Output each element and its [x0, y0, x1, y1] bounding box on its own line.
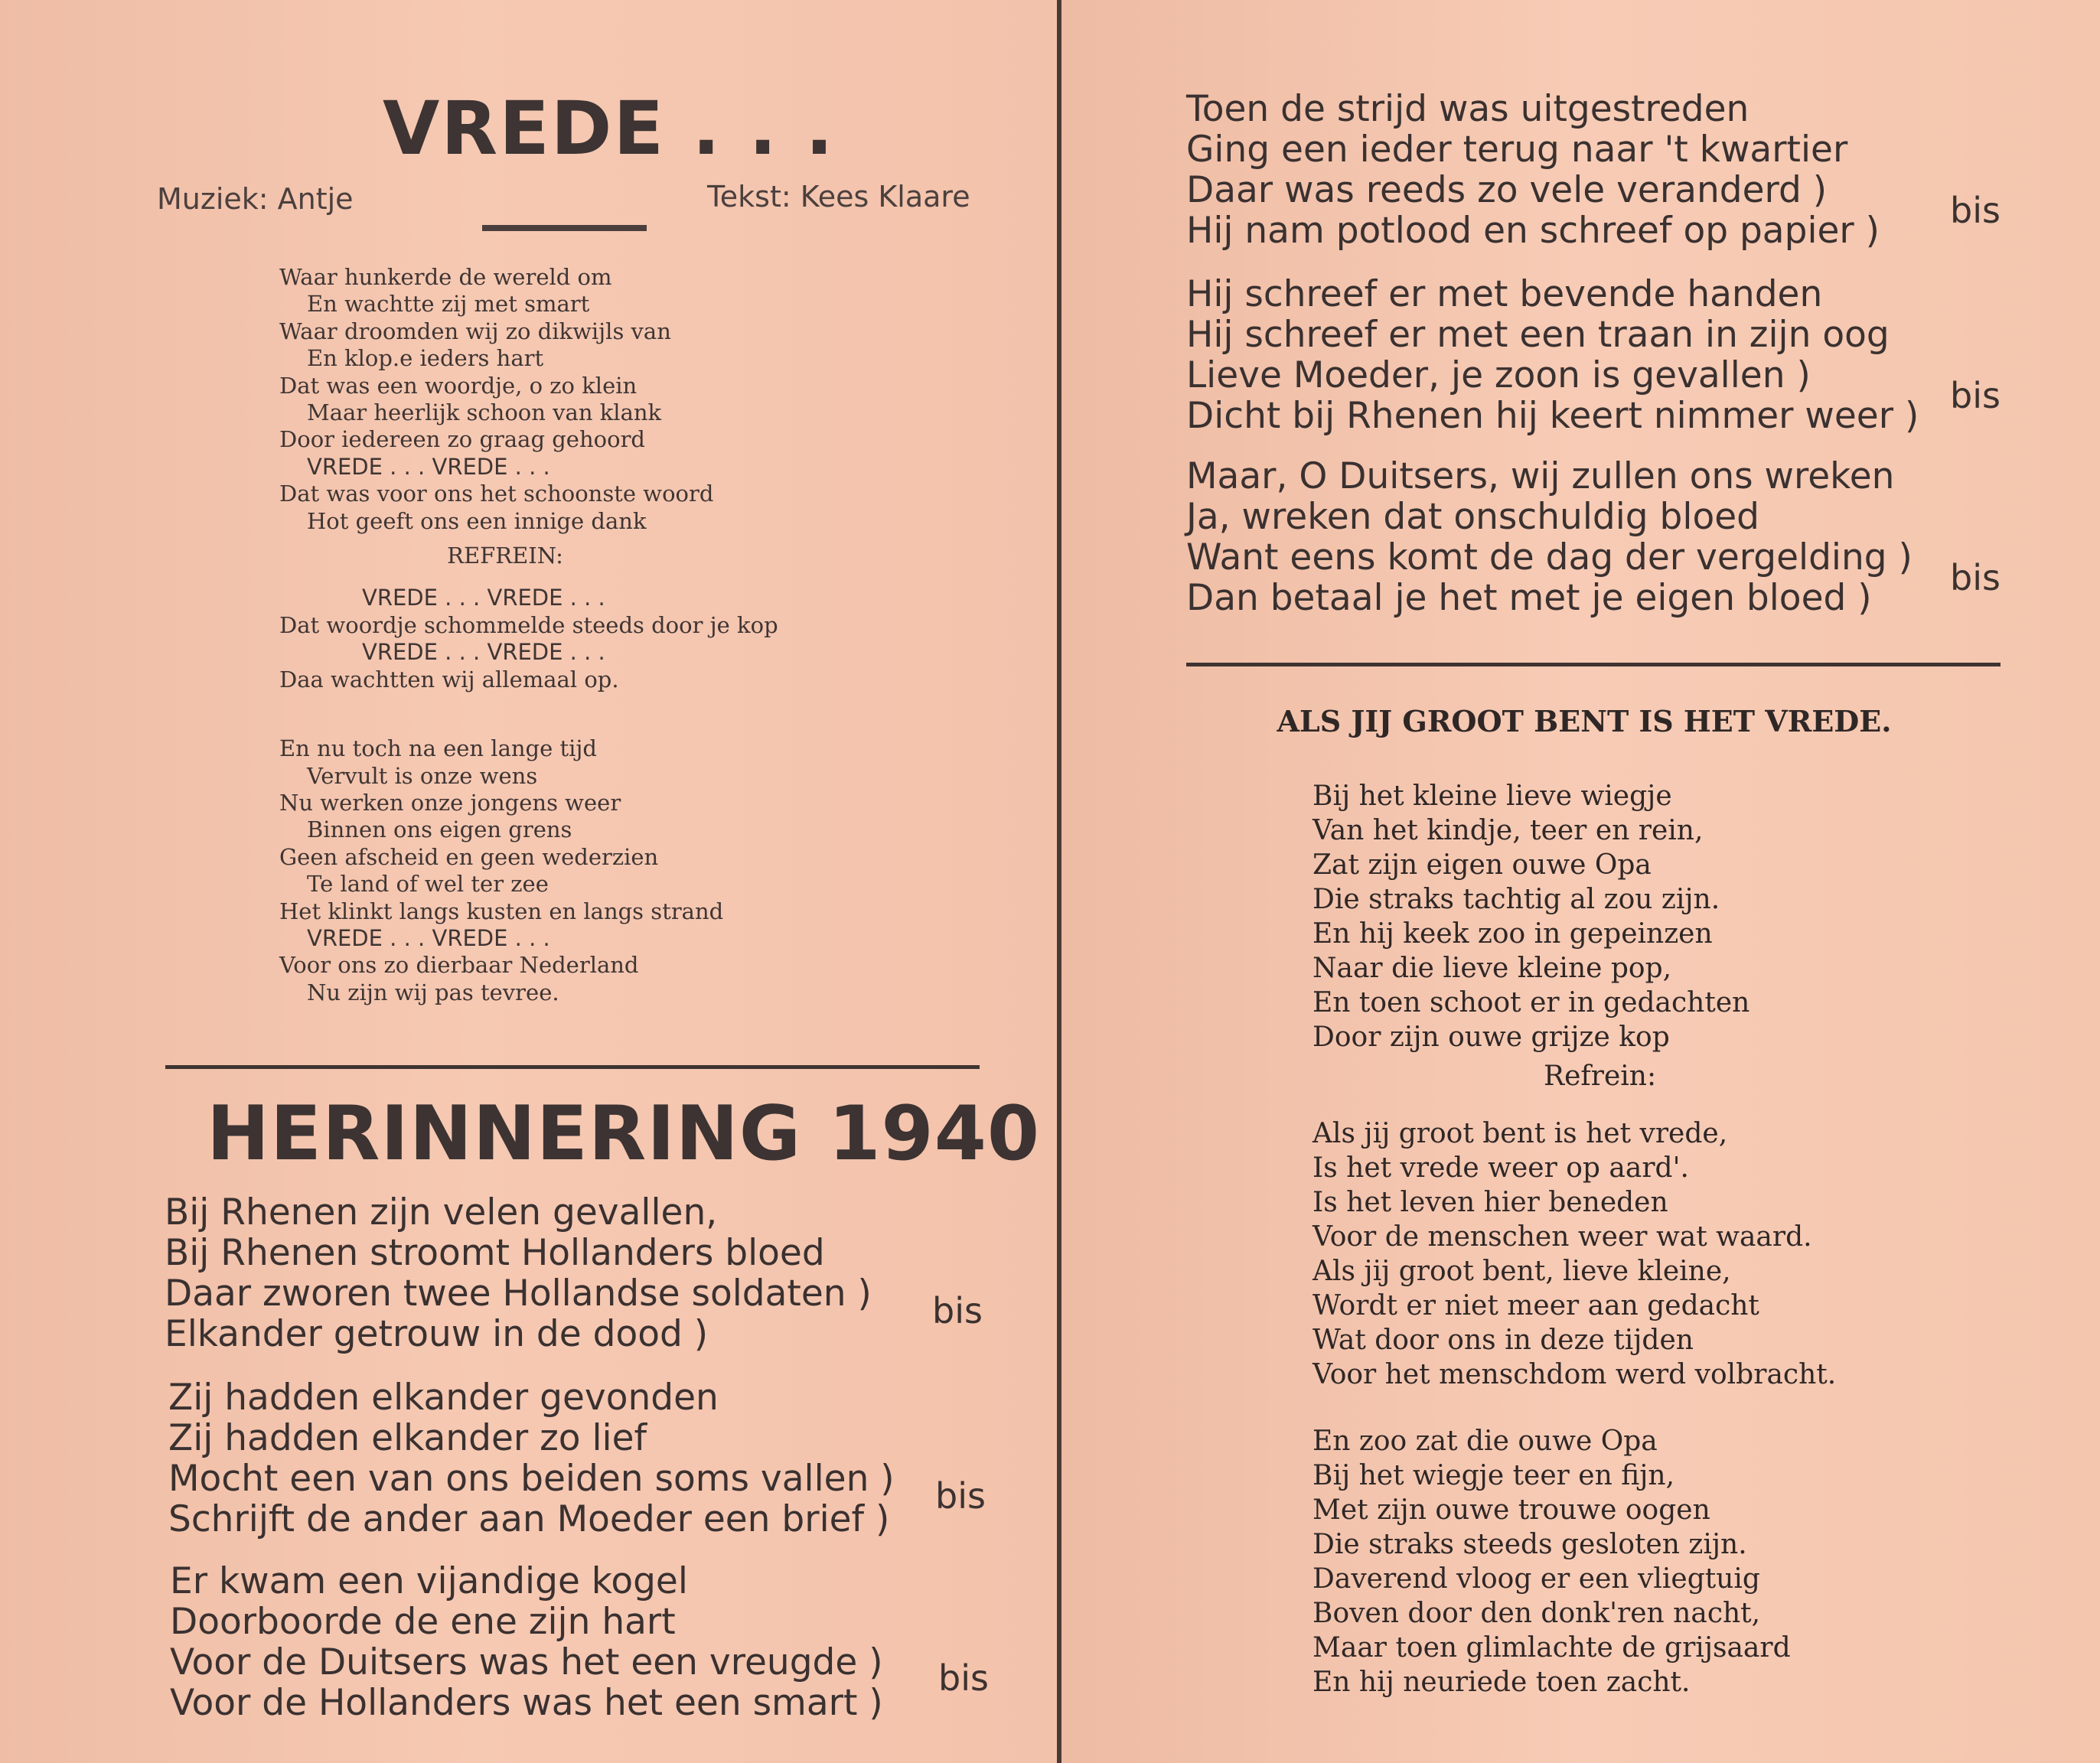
vrede-title: VREDE . . .	[383, 86, 835, 171]
herinnering-title: HERINNERING 1940	[207, 1090, 1041, 1178]
stanza-line: Er kwam een vijandige kogel	[170, 1560, 688, 1602]
booklet-spine	[1057, 0, 1061, 1763]
bis-marker: bis	[938, 1657, 989, 1699]
stanza-line: Hij nam potlood en schreef op papier )	[1186, 210, 1880, 252]
verse-line: Bij het wiegje teer en fijn,	[1312, 1460, 1675, 1491]
stanza-line: Schrijft de ander aan Moeder een brief )	[168, 1498, 890, 1540]
stanza-line: Want eens komt de dag der vergelding )	[1186, 536, 1912, 578]
stanza-line: Maar, O Duitsers, wij zullen ons wreken	[1186, 455, 1895, 497]
refrain-line: Voor de menschen weer wat waard.	[1312, 1221, 1812, 1253]
verse-line: Hot geeft ons een innige dank	[307, 507, 647, 534]
verse-line: Dat was voor ons het schoonste woord	[279, 481, 714, 507]
stanza-line: Hij schreef er met een traan in zijn oog	[1186, 314, 1890, 356]
verse-line: Nu werken onze jongens weer	[279, 789, 621, 816]
stanza-line: Hij schreef er met bevende handen	[1186, 273, 1823, 315]
verse-line: Te land of wel ter zee	[307, 871, 549, 898]
verse-line: Binnen ons eigen grens	[307, 816, 572, 843]
als-lyrics	[1312, 779, 1864, 1699]
stanza-3	[170, 1561, 883, 1723]
verse-line: Maar toen glimlachte de grijsaard	[1312, 1632, 1791, 1664]
stanza-line: Elkander getrouw in de dood )	[165, 1313, 709, 1355]
stanza-line: Mocht een van ons beiden soms vallen )	[168, 1458, 895, 1500]
stanza-1	[165, 1192, 872, 1354]
verse-line: Die straks tachtig al zou zijn.	[1312, 884, 1720, 915]
text-credit: Tekst: Kees Klaare	[707, 180, 970, 213]
refrain-line: Als jij groot bent is het vrede,	[1312, 1118, 1728, 1149]
stanza-line: Lieve Moeder, je zoon is gevallen )	[1186, 354, 1811, 396]
bis-marker: bis	[935, 1475, 986, 1517]
music-credit: Muziek: Antje	[157, 182, 354, 216]
refrain-line: VREDE . . . VREDE . . .	[362, 639, 605, 666]
stanza-line: Doorboorde de ene zijn hart	[170, 1601, 676, 1643]
refrain-line: Wordt er niet meer aan gedacht	[1312, 1290, 1759, 1321]
verse-line: Bij het kleine lieve wiegje	[1312, 780, 1672, 812]
verse-line: Door iedereen zo graag gehoord	[279, 426, 645, 453]
verse-line: En toen schoot er in gedachten	[1312, 987, 1750, 1018]
verse-line: Die straks steeds gesloten zijn.	[1312, 1529, 1747, 1560]
title-underline	[482, 225, 647, 231]
verse-line: Nu zijn wij pas tevree.	[307, 979, 559, 1005]
stanza-line: Toen de strijd was uitgestreden	[1186, 88, 1749, 130]
verse-line: En hij keek zoo in gepeinzen	[1312, 918, 1713, 950]
verse-line: En hij neuriede toen zacht.	[1312, 1667, 1691, 1698]
refrain-line: Is het leven hier beneden	[1312, 1187, 1668, 1218]
verse-line: Naar die lieve kleine pop,	[1312, 953, 1672, 984]
verse-line: Geen afscheid en geen wederzien	[279, 843, 659, 870]
verse-line: En zoo zat die ouwe Opa	[1312, 1426, 1658, 1457]
refrain-line: Daa wachtten wij allemaal op.	[279, 666, 619, 692]
stanza-line: Ging een ieder terug naar 't kwartier	[1186, 129, 1848, 171]
bis-marker: bis	[1950, 375, 2001, 416]
verse-line: Van het kindje, teer en rein,	[1312, 815, 1704, 846]
stanza-line: Bij Rhenen stroomt Hollanders bloed	[165, 1232, 825, 1274]
bis-marker: bis	[1950, 190, 2001, 231]
bis-marker: bis	[1950, 557, 2001, 598]
verse-line: En nu toch na een lange tijd	[279, 735, 597, 762]
vrede-lyrics	[279, 264, 800, 1006]
verse-line: Vervult is onze wens	[307, 762, 538, 789]
refrain-line: Als jij groot bent, lieve kleine,	[1312, 1256, 1731, 1287]
refrain-label: REFREIN:	[447, 543, 563, 569]
verse-line: VREDE . . . VREDE . . .	[307, 924, 550, 951]
stanza-line: Voor de Duitsers was het een vreugde )	[170, 1641, 883, 1683]
verse-line: En klop.e ieders hart	[307, 345, 544, 372]
section-divider	[165, 1065, 980, 1069]
stanza-line: Voor de Hollanders was het een smart )	[170, 1682, 883, 1724]
stanza-line: Dicht bij Rhenen hij keert nimmer weer )	[1186, 395, 1919, 437]
verse-line: Zat zijn eigen ouwe Opa	[1312, 849, 1652, 881]
stanza-line: Bij Rhenen zijn velen gevallen,	[165, 1191, 718, 1233]
refrain-label: Refrein:	[1544, 1061, 1657, 1092]
als-title: ALS JIJ GROOT BENT IS HET VREDE.	[1277, 704, 1892, 738]
verse-line: Dat was een woordje, o zo klein	[279, 372, 638, 399]
refrain-line: VREDE . . . VREDE . . .	[362, 585, 605, 611]
verse-line: Voor ons zo dierbaar Nederland	[279, 952, 639, 979]
stanza-line: Ja, wreken dat onschuldig bloed	[1186, 496, 1759, 538]
verse-line: VREDE . . . VREDE . . .	[307, 453, 550, 480]
stanza-2	[168, 1377, 895, 1540]
verse-line: En wachtte zij met smart	[307, 291, 590, 318]
section-divider	[1186, 663, 2001, 666]
stanza-5	[1186, 274, 1919, 436]
refrain-line: Is het vrede weer op aard'.	[1312, 1152, 1689, 1184]
verse-line: Waar hunkerde de wereld om	[279, 264, 612, 290]
refrain-line: Dat woordje schommelde steeds door je kop	[279, 611, 778, 638]
verse-line: Waar droomden wij zo dikwijls van	[279, 318, 671, 344]
verse-line: Boven door den donk'ren nacht,	[1312, 1598, 1761, 1629]
refrain-line: Wat door ons in deze tijden	[1312, 1325, 1694, 1356]
stanza-line: Dan betaal je het met je eigen bloed )	[1186, 577, 1872, 619]
verse-line: Door zijn ouwe grijze kop	[1312, 1022, 1670, 1053]
stanza-line: Daar was reeds zo vele veranderd )	[1186, 169, 1828, 211]
bis-marker: bis	[932, 1290, 983, 1331]
stanza-line: Daar zworen twee Hollandse soldaten )	[165, 1273, 872, 1315]
stanza-line: Zij hadden elkander zo lief	[168, 1417, 647, 1459]
verse-line: Maar heerlijk schoon van klank	[307, 399, 662, 426]
verse-line: Het klinkt langs kusten en langs strand	[279, 898, 724, 924]
verse-line: Met zijn ouwe trouwe oogen	[1312, 1494, 1710, 1526]
stanza-4	[1186, 89, 1880, 251]
stanza-6	[1186, 456, 1912, 618]
stanza-line: Zij hadden elkander gevonden	[168, 1377, 719, 1419]
verse-line: Daverend vloog er een vliegtuig	[1312, 1563, 1760, 1595]
refrain-line: Voor het menschdom werd volbracht.	[1312, 1359, 1837, 1390]
